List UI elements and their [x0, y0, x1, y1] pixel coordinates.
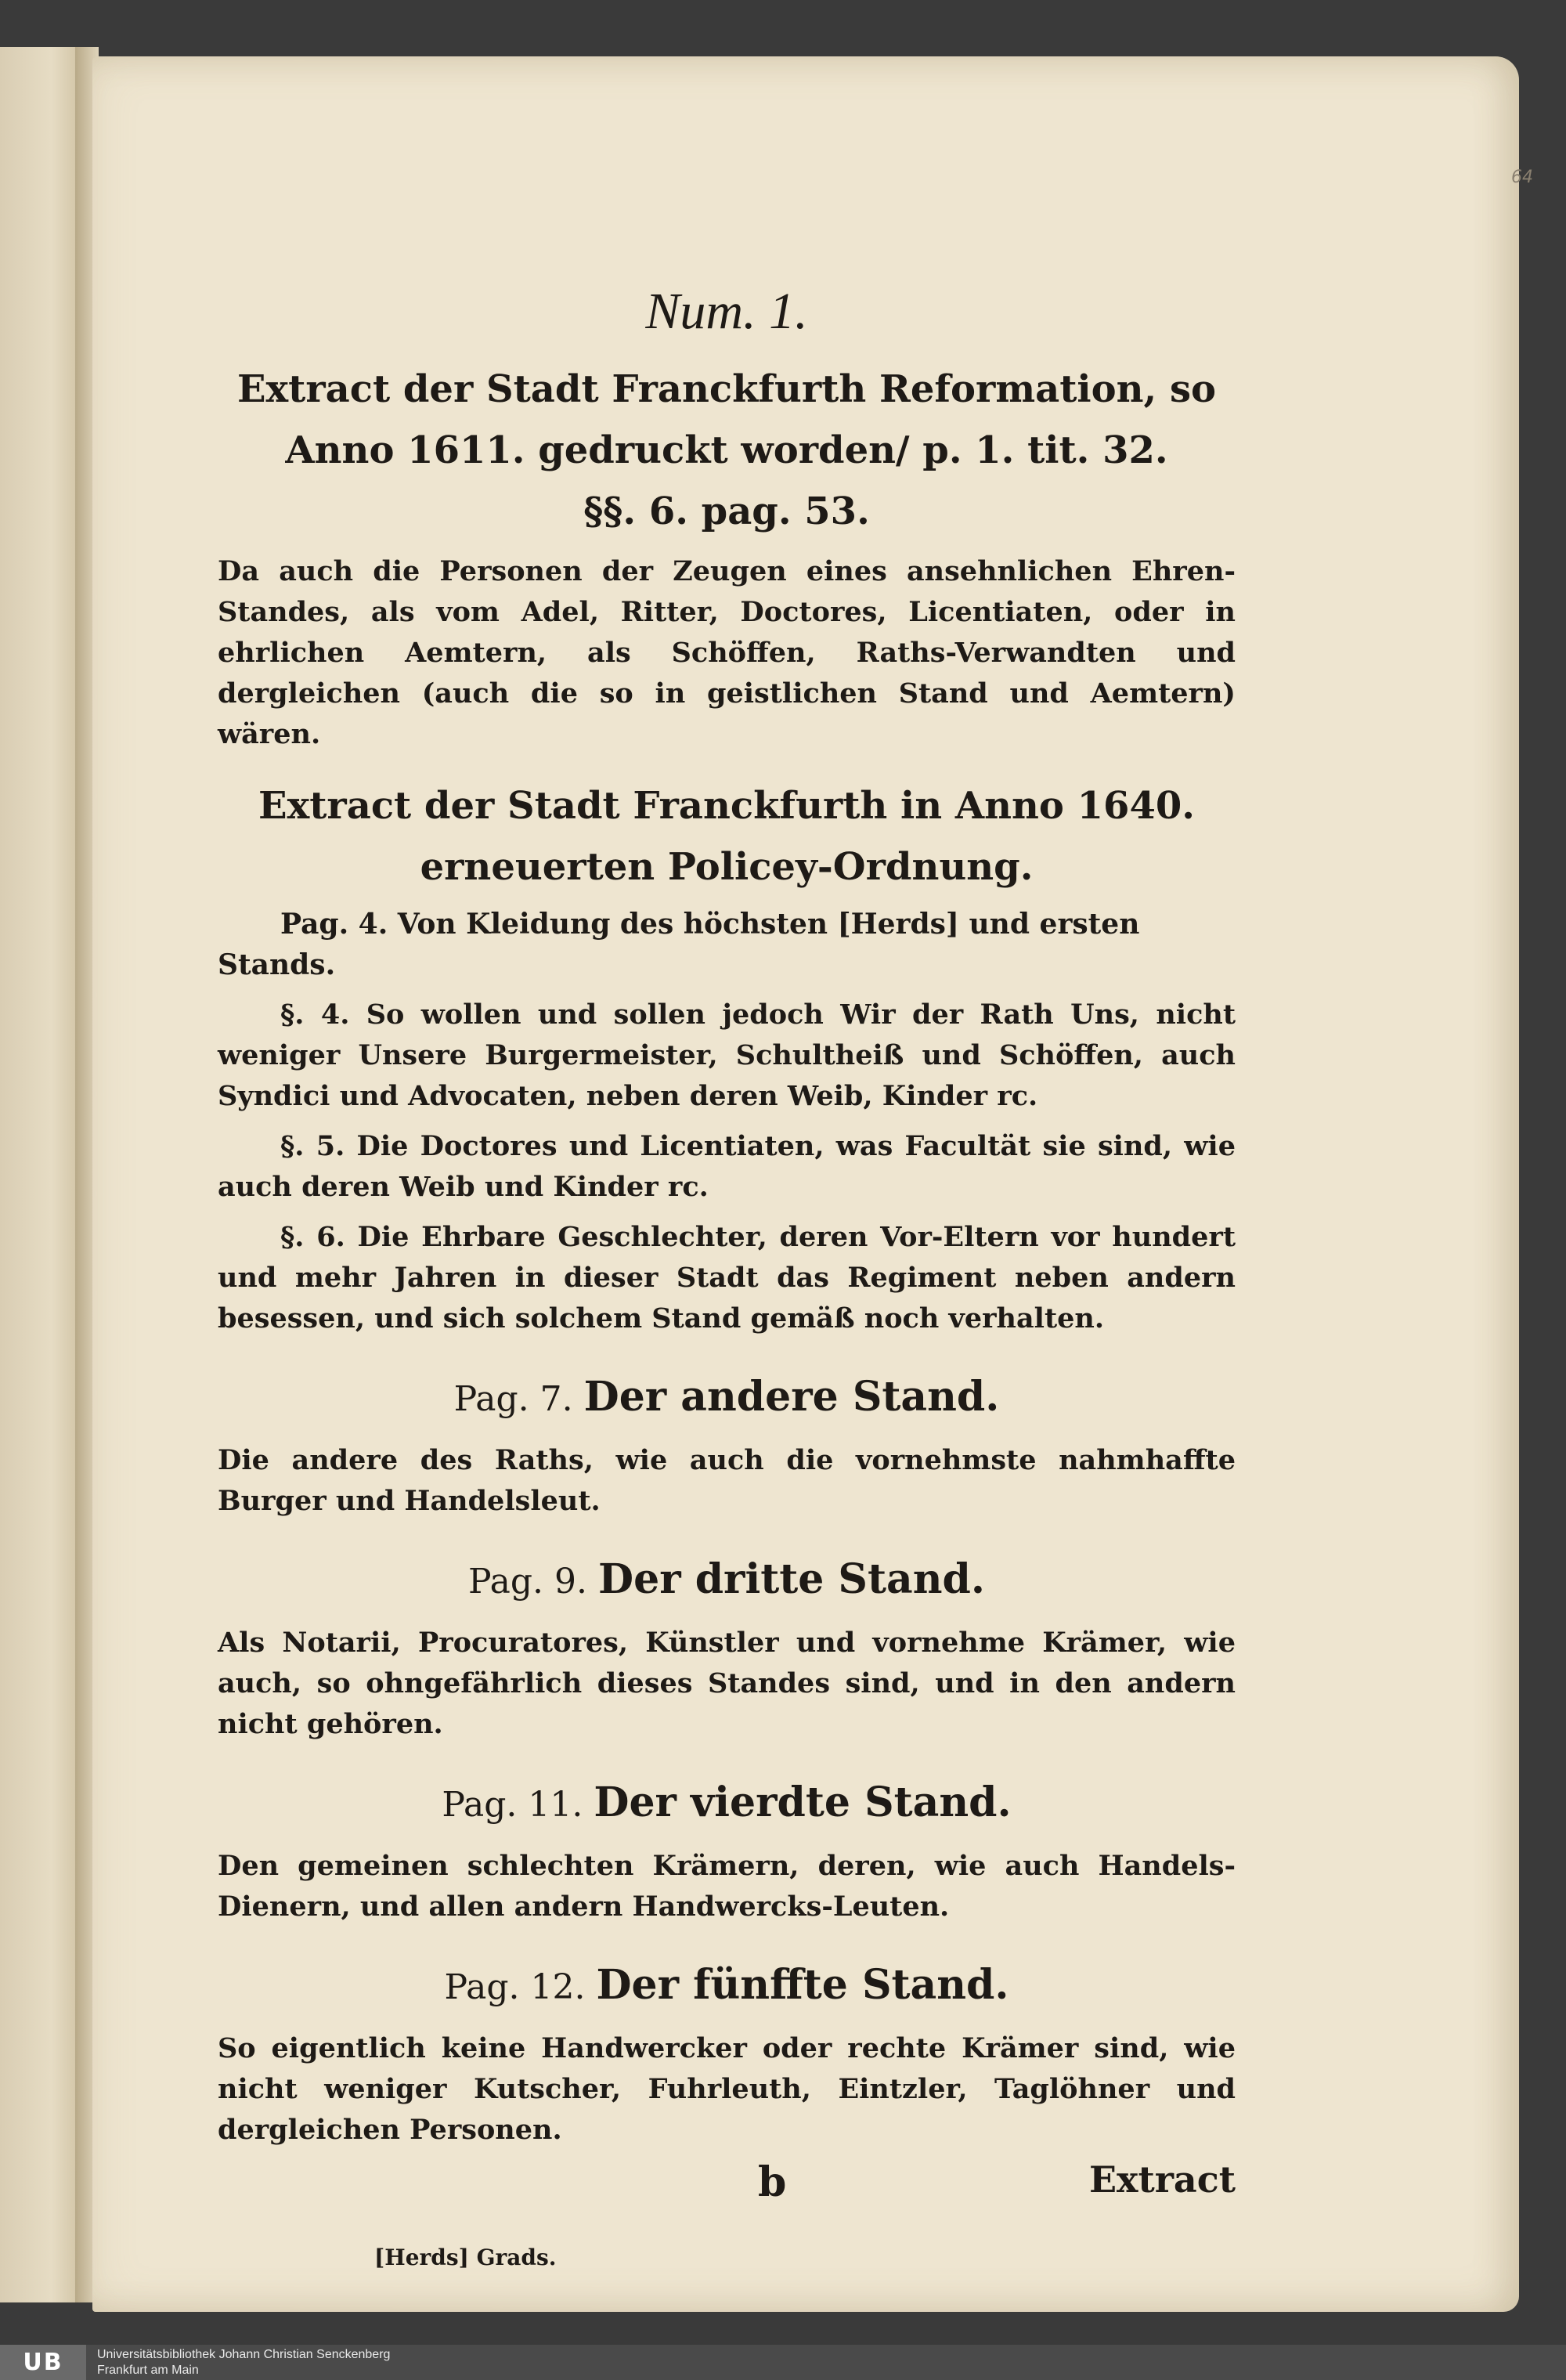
paragraph-s6: §. 6. Die Ehrbare Geschlechter, deren Vor-Eltern vor hundert und mehr Jahren in dieser Stadt das Regiment neben andern besessen, und sich solchem Stand gemäß noch verhalten. — [218, 1221, 1236, 1334]
library-name — [97, 2347, 390, 2378]
page-footer — [218, 2158, 1236, 2229]
section-page-ref: Pag. 7. — [453, 1379, 573, 1419]
library-logo: UB — [0, 2345, 86, 2380]
page-heading: Num. 1. — [645, 283, 808, 340]
footnote: [Herds] Grads. — [374, 2245, 557, 2270]
section-title-text: Der andere Stand. — [583, 1373, 1000, 1421]
extract2-line-1: Extract der Stadt Franckfurth in Anno 1640. — [258, 784, 1195, 828]
section-title-text: Der vierdte Stand. — [594, 1779, 1012, 1826]
catchword: Extract — [1088, 2158, 1236, 2201]
section-text-pag7: Die andere des Raths, wie auch die vornehmste nahmhaffte Burger und Handelsleut. — [218, 1444, 1236, 1517]
section-page-ref: Pag. 9. — [468, 1562, 588, 1602]
library-credit-bar — [0, 2345, 1566, 2380]
intro-paragraph: Da auch die Personen der Zeugen eines ansehnlichen Ehren-Standes, als vom Adel, Ritter, Doctores, Licentiaten, oder in ehrlichen Aemtern, als Schöffen, Raths-Verwandten und dergleichen (auch die so in geistlichen Stand und Aemtern) wären. — [218, 555, 1236, 750]
title-line-1: Extract der Stadt Franckfurth Reformation, so — [236, 367, 1217, 411]
section-title-pag11 — [218, 1773, 1236, 1835]
pag4-heading: Pag. 4. Von Kleidung des höchsten [Herds] und ersten Stands. — [218, 908, 1140, 981]
section-title-text: Der dritte Stand. — [598, 1555, 985, 1603]
paragraph-s4: §. 4. So wollen und sollen jedoch Wir der Rath Uns, nicht weniger Unsere Burgermeister, Schultheiß und Schöffen, auch Syndici und Advocaten, neben deren Weib, Kinder rc. — [218, 999, 1236, 1112]
section-text-pag12: So eigentlich keine Handwercker oder rechte Krämer sind, wie nicht weniger Kutscher, Fuhrleuth, Eintzler, Taglöhner und dergleichen Personen. — [218, 2032, 1236, 2146]
section-text-pag9: Als Notarii, Procuratores, Künstler und vornehme Krämer, wie auch, so ohngefährlich dieses Standes sind, und in den andern nicht gehören. — [218, 1627, 1236, 1740]
library-name-line-2: Frankfurt am Main — [97, 2363, 199, 2377]
signature-mark: b — [758, 2158, 787, 2206]
extract2-line-2: erneuerten Policey-Ordnung. — [420, 845, 1034, 889]
title-line-3: §§. 6. pag. 53. — [583, 489, 870, 533]
page-content — [218, 282, 1236, 2270]
section-text-pag11: Den gemeinen schlechten Krämern, deren, wie auch Handels-Dienern, und allen andern Handwercks-Leuten. — [218, 1850, 1236, 1923]
section-title-text: Der fünffte Stand. — [596, 1961, 1009, 2009]
section-page-ref: Pag. 12. — [444, 1967, 586, 2007]
title-line-2: Anno 1611. gedruckt worden/ p. 1. tit. 32. — [285, 428, 1168, 472]
paragraph-s5: §. 5. Die Doctores und Licentiaten, was Facultät sie sind, wie auch deren Weib und Kinder rc. — [218, 1130, 1236, 1203]
section-title-pag7 — [218, 1367, 1236, 1429]
section-title-pag12 — [218, 1956, 1236, 2017]
section-title-pag9 — [218, 1550, 1236, 1612]
section-page-ref: Pag. 11. — [442, 1785, 583, 1825]
library-name-line-1: Universitätsbibliothek Johann Christian Senckenberg — [97, 2347, 391, 2361]
folio-number: 64 — [1511, 168, 1533, 187]
